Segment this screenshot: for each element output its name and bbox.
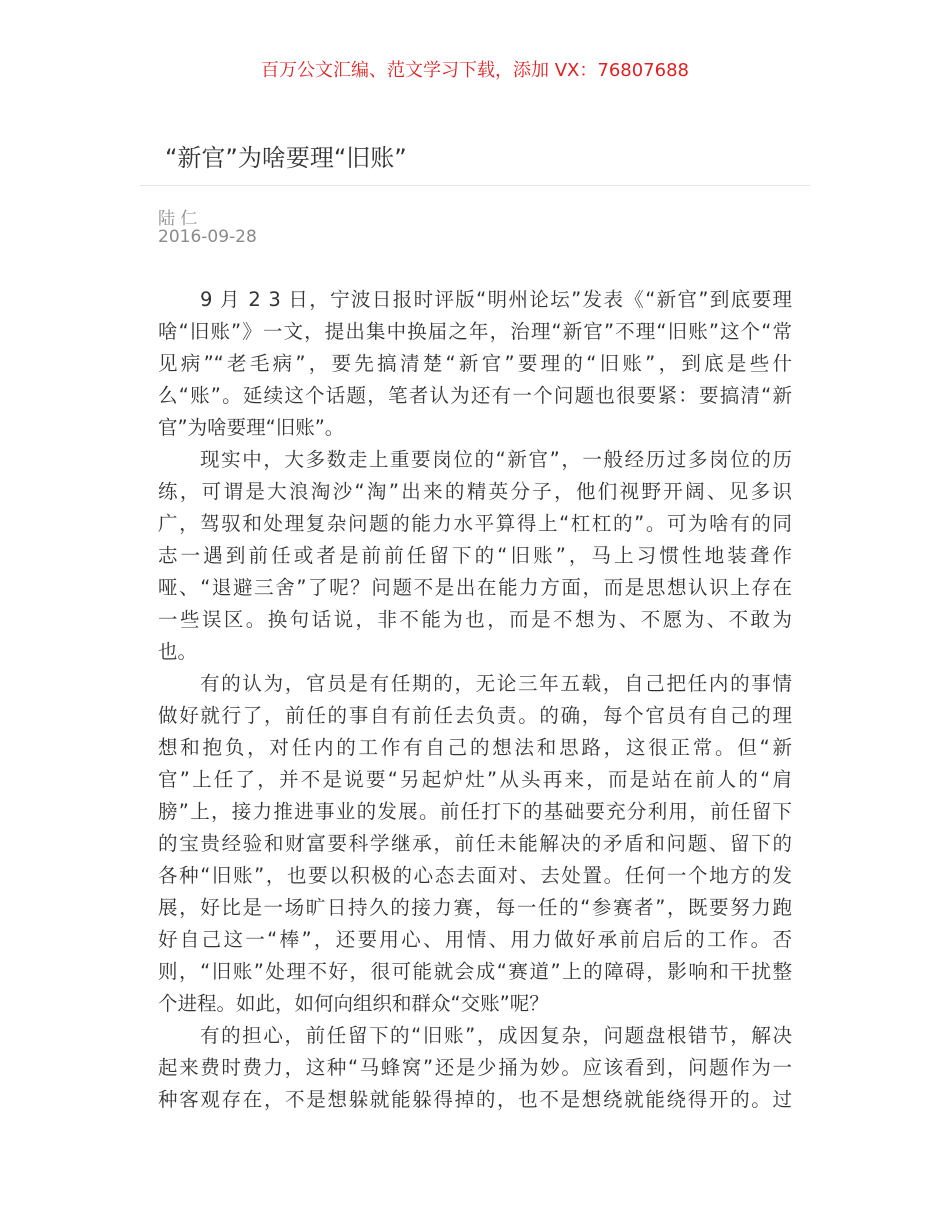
paragraph-line: 9 月 2 3 日，宁波日报时评版“明州论坛”发表《“新官”到底要理 [200, 288, 792, 311]
article-title: “新官”为啥要理“旧账” [165, 144, 407, 172]
paragraph-line: 有的担心，前任留下的“旧账”，成因复杂，问题盘根错节，解决 [200, 1024, 792, 1047]
paragraph-line: 练，可谓是大浪淘沙“淘”出来的精英分子，他们视野开阔、见多识 [158, 480, 792, 503]
article-date: 2016-09-28 [158, 227, 257, 247]
paragraph-line: 现实中，大多数走上重要岗位的“新官”，一般经历过多岗位的历 [200, 448, 792, 471]
article-body [158, 284, 792, 1116]
title-divider [140, 185, 810, 186]
paragraph-line: 想和抱负，对任内的工作有自己的想法和思路，这很正常。但“新 [158, 736, 792, 759]
paragraph-line: 各种“旧账”，也要以积极的心态去面对、去处置。任何一个地方的发 [158, 864, 792, 887]
paragraph-line: 做好就行了，前任的事自有前任去负责。的确，每个官员有自己的理 [158, 704, 792, 727]
paragraph [158, 1020, 792, 1116]
paragraph-line: 起来费时费力，这种“马蜂窝”还是少捅为妙。应该看到，问题作为一 [158, 1056, 792, 1079]
paragraph-line: 一些误区。换句话说，非不能为也，而是不想为、不愿为、不敢为 [158, 608, 792, 631]
promo-banner: 百万公文汇编、范文学习下载，添加 VX：76807688 [261, 60, 689, 81]
paragraph-line: 膀”上，接力推进事业的发展。前任打下的基础要充分利用，前任留下 [158, 800, 792, 823]
paragraph-line: 哑、“退避三舍”了呢？问题不是出在能力方面，而是思想认识上存在 [158, 576, 792, 599]
paragraph-line: 有的认为，官员是有任期的，无论三年五载，自己把任内的事情 [200, 672, 792, 695]
paragraph-line: 展，好比是一场旷日持久的接力赛，每一任的“参赛者”，既要努力跑 [158, 896, 792, 919]
paragraph-line: 也。 [158, 640, 198, 663]
paragraph-line: 种客观存在，不是想躲就能躲得掉的，也不是想绕就能绕得开的。过 [158, 1088, 792, 1111]
paragraph [158, 444, 792, 668]
paragraph [158, 284, 792, 444]
paragraph-line: 志一遇到前任或者是前前任留下的“旧账”，马上习惯性地装聋作 [158, 544, 792, 567]
paragraph [158, 668, 792, 1020]
paragraph-line: 么“账”。延续这个话题，笔者认为还有一个问题也很要紧：要搞清“新 [158, 384, 792, 407]
article-author: 陆 仁 [158, 209, 198, 229]
paragraph-line: 好自己这一“棒”，还要用心、用情、用力做好承前启后的工作。否 [158, 928, 792, 951]
paragraph-line: 官”为啥要理“旧账”。 [158, 416, 345, 439]
paragraph-line: 的宝贵经验和财富要科学继承，前任未能解决的矛盾和问题、留下的 [158, 832, 792, 855]
paragraph-line: 个进程。如此，如何向组织和群众“交账”呢？ [158, 992, 549, 1015]
paragraph-line: 啥“旧账”》一文，提出集中换届之年，治理“新官”不理“旧账”这个“常 [158, 320, 792, 343]
paragraph-line: 广，驾驭和处理复杂问题的能力水平算得上“杠杠的”。可为啥有的同 [158, 512, 792, 535]
paragraph-line: 官”上任了，并不是说要“另起炉灶”从头再来，而是站在前人的“肩 [158, 768, 792, 791]
paragraph-line: 则，“旧账”处理不好，很可能就会成“赛道”上的障碍，影响和干扰整 [158, 960, 792, 983]
paragraph-line: 见病”“老毛病”，要先搞清楚“新官”要理的“旧账”，到底是些什 [158, 352, 792, 375]
